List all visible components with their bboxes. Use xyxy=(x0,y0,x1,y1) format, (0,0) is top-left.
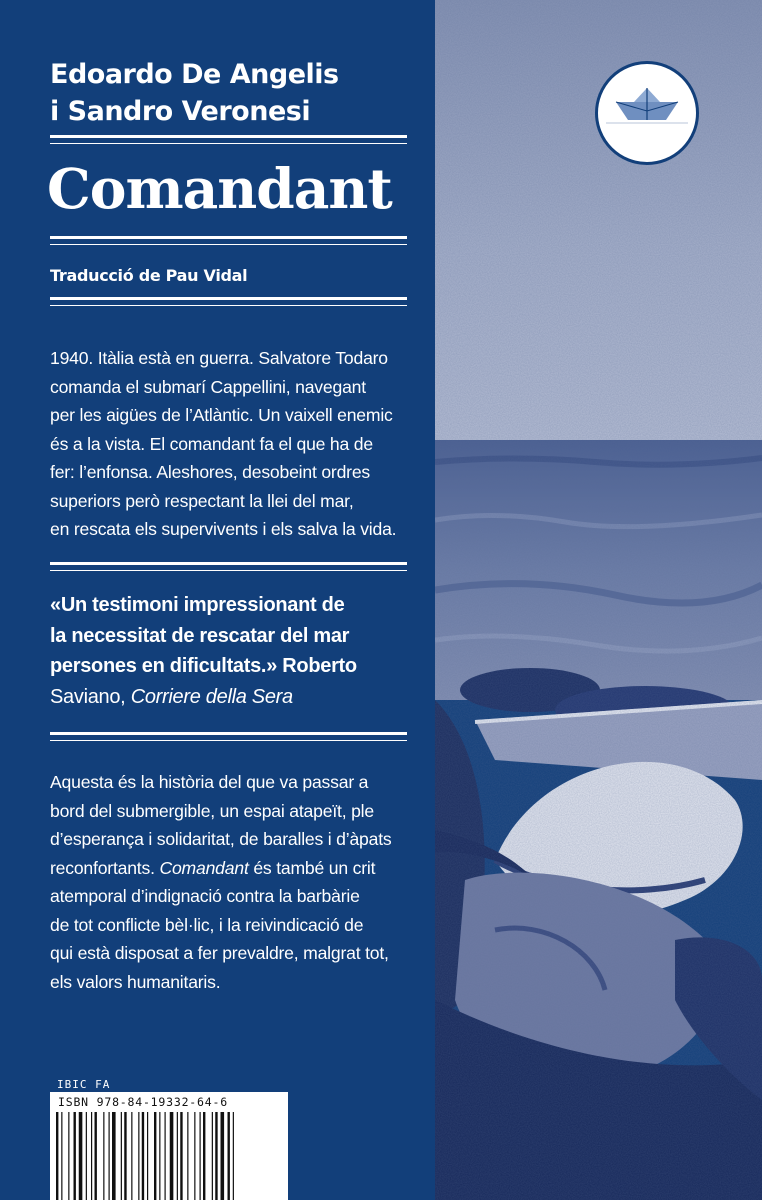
book-title: Comandant xyxy=(47,156,392,221)
isbn-number: ISBN 978-84-19332-64-6 xyxy=(58,1095,228,1109)
quote-line: la necessitat de rescatar del mar xyxy=(50,624,350,647)
book-title-reference: Comandant xyxy=(159,857,249,878)
quote-source: Corriere della Sera xyxy=(130,685,293,708)
synopsis xyxy=(50,344,420,544)
quote-author: Saviano, xyxy=(50,685,131,708)
text-line: fer: l’enfonsa. Aleshores, desobeint ordres xyxy=(50,462,371,482)
text-line: bord del submergible, un espai atapeït, ple xyxy=(50,800,374,821)
text-line: 1940. Itàlia està en guerra. Salvatore Todaro xyxy=(50,348,388,368)
author-line: Edoardo De Angelis xyxy=(50,59,339,90)
quote-line: persones en dificultats.» Roberto xyxy=(50,655,357,677)
divider xyxy=(50,732,407,741)
divider xyxy=(50,562,407,571)
text-line: d’esperança i solidaritat, de baralles i d’àpats xyxy=(50,829,392,849)
translator-credit: Traducció de Pau Vidal xyxy=(50,266,248,285)
divider xyxy=(50,135,407,144)
text-line: és a la vista. El comandant fa el que ha de xyxy=(50,433,373,454)
text-line: superiors però respectant la llei del mar, xyxy=(50,490,354,511)
text-line: per les aigües de l’Atlàntic. Un vaixell enemic xyxy=(50,405,393,425)
text-line: de tot conflicte bèl·lic, i la reivindicació de xyxy=(50,914,364,935)
quote-line xyxy=(50,682,420,713)
text-line: Aquesta és la història del que va passar a xyxy=(50,772,369,792)
text-line: atemporal d’indignació contra la barbàrie xyxy=(50,886,360,906)
divider xyxy=(50,297,407,306)
text-line: en rescata els supervivents i els salva la vida. xyxy=(50,519,397,539)
ibic-code: IBIC FA xyxy=(57,1078,111,1091)
text-line xyxy=(50,854,420,883)
text-line: comanda el submarí Cappellini, navegant xyxy=(50,376,366,397)
cover-photo xyxy=(435,0,762,1200)
text-fragment: és també un crit xyxy=(248,857,376,878)
text-fragment: reconfortants. xyxy=(50,857,160,878)
divider xyxy=(50,236,407,245)
authors xyxy=(50,56,420,130)
quote-line: «Un testimoni impressionant de xyxy=(50,594,345,616)
publisher-logo xyxy=(595,61,699,165)
paper-boat-icon xyxy=(598,64,696,162)
author-line: i Sandro Veronesi xyxy=(50,96,311,127)
press-quote xyxy=(50,590,420,712)
barcode xyxy=(50,1092,288,1200)
description xyxy=(50,768,420,996)
barcode-bars xyxy=(56,1112,282,1200)
text-line: qui està disposat a fer prevaldre, malgrat tot, xyxy=(50,943,389,963)
text-line: els valors humanitaris. xyxy=(50,971,221,992)
